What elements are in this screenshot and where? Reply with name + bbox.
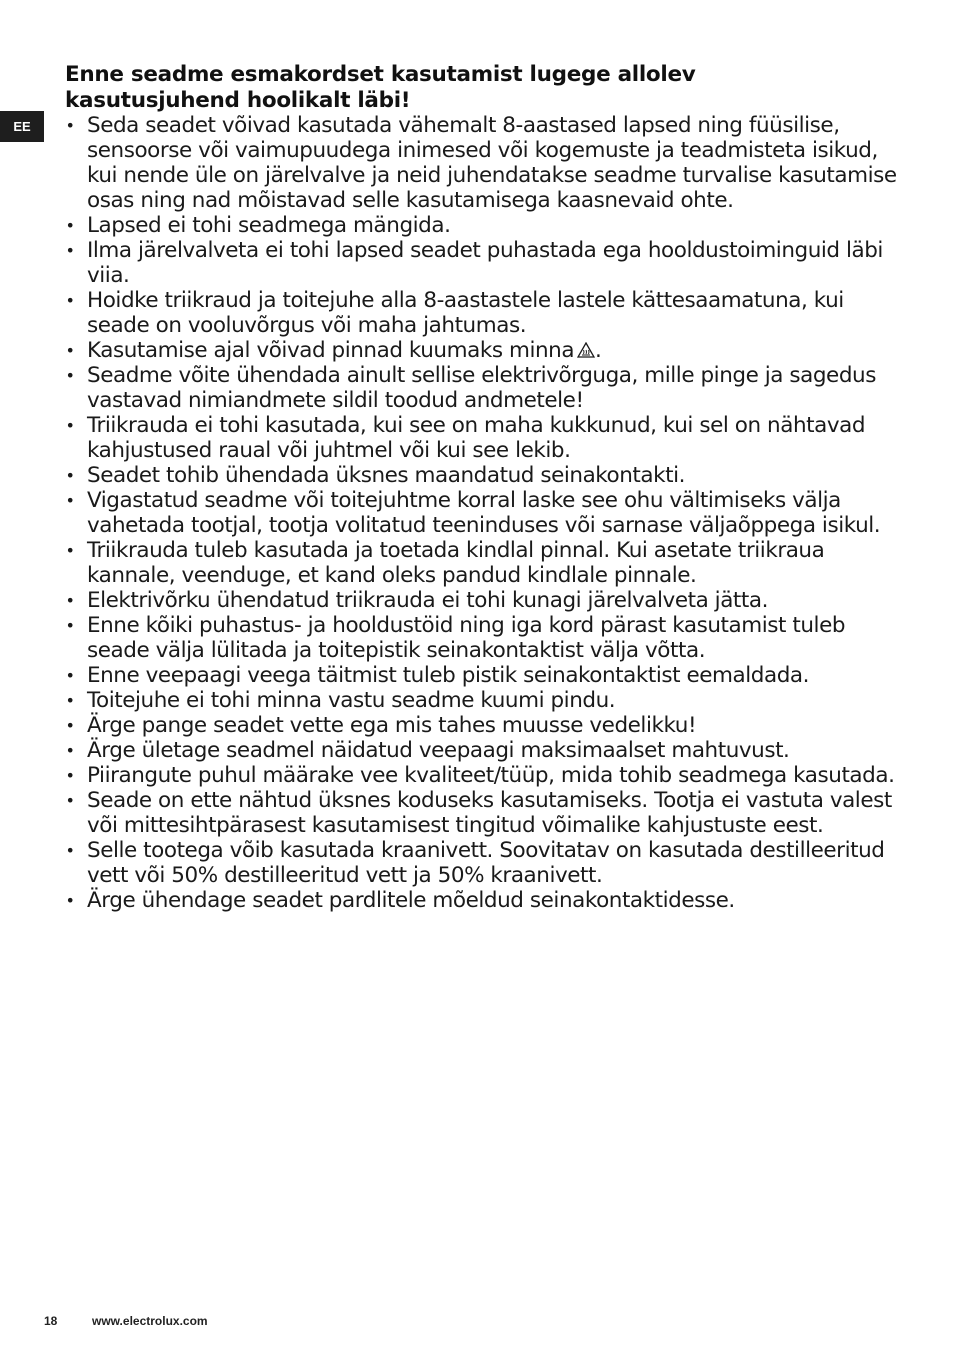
bullet: • — [65, 241, 75, 260]
list-item-text: Triikrauda tuleb kasutada ja toetada kindlal pinnal. Kui asetate triikraua kannale, veenduge, et kand oleks pandud kindlale pinnale. — [87, 538, 825, 588]
list-item-text: Seadet tohib ühendada üksnes maandatud seinakontakti. — [87, 463, 686, 488]
bullet: • — [65, 491, 75, 510]
bullet: • — [65, 591, 75, 610]
list-item-text: Enne kõiki puhastus- ja hooldustöid ning iga kord pärast kasutamist tuleb seade välja lülitada ja toitepistik seinakontaktist välja võtta. — [87, 613, 846, 663]
heading-line-1: Enne seadme esmakordset kasutamist lugege allolev — [65, 62, 696, 87]
list-item-text: Enne veepaagi veega täitmist tuleb pistik seinakontaktist eemaldada. — [87, 663, 810, 688]
list-item — [60, 463, 900, 488]
list-item — [60, 338, 900, 363]
list-item-text: Selle tootega võib kasutada kraanivett. Soovitatav on kasutada destilleeritud vett või 50% destilleeritud vett ja 50% kraanivett. — [87, 838, 885, 888]
bullet: • — [65, 116, 75, 135]
bullet: • — [65, 791, 75, 810]
heading-line-2: kasutusjuhend hoolikalt läbi! — [65, 88, 411, 113]
bullet: • — [65, 616, 75, 635]
list-item — [60, 288, 900, 338]
list-item — [60, 113, 900, 213]
list-item — [60, 838, 900, 888]
list-item — [60, 663, 900, 688]
list-item-text: Seade on ette nähtud üksnes koduseks kasutamiseks. Tootja ei vastuta valest või mittesihtpärasest kasutamisest tingitud võimalike kahjustuste eest. — [87, 788, 892, 838]
page-number: 18 — [44, 1314, 58, 1328]
bullet: • — [65, 666, 75, 685]
bullet: • — [65, 716, 75, 735]
list-item-text: Vigastatud seadme või toitejuhtme korral laske see ohu vältimiseks välja vahetada tootjal, tootja volitatud teeninduses või sarnase väljaõppega isikul. — [87, 488, 881, 538]
list-item — [60, 688, 900, 713]
list-item-text: Piirangute puhul määrake vee kvaliteet/tüüp, mida tohib seadmega kasutada. — [87, 763, 895, 788]
bullet: • — [65, 766, 75, 785]
list-item-text: Hoidke triikraud ja toitejuhe alla 8-aastastele lastele kättesaamatuna, kui seade on vooluvõrgus või maha jahtumas. — [87, 288, 844, 338]
list-item — [60, 788, 900, 838]
bullet: • — [65, 216, 75, 235]
list-item-text: Toitejuhe ei tohi minna vastu seadme kuumi pindu. — [87, 688, 616, 713]
bullet: • — [65, 541, 75, 560]
bullet: • — [65, 691, 75, 710]
list-item — [60, 538, 900, 588]
list-item — [60, 238, 900, 288]
website-link[interactable]: www.electrolux.com — [92, 1314, 208, 1328]
list-item-text: Ärge ühendage seadet pardlitele mõeldud seinakontaktidesse. — [87, 888, 735, 913]
list-item — [60, 738, 900, 763]
bullet: • — [65, 366, 75, 385]
list-item — [60, 588, 900, 613]
safety-instructions-list — [60, 113, 900, 913]
list-item — [60, 213, 900, 238]
list-item-text: Ilma järelvalveta ei tohi lapsed seadet puhastada ega hooldustoiminguid läbi viia. — [87, 238, 883, 288]
bullet: • — [65, 291, 75, 310]
bullet: • — [65, 891, 75, 910]
language-tab: EE — [0, 111, 44, 142]
bullet: • — [65, 841, 75, 860]
list-item — [60, 763, 900, 788]
list-item — [60, 488, 900, 538]
list-item-text: Triikrauda ei tohi kasutada, kui see on maha kukkunud, kui sel on nähtavad kahjustused raual või juhtmel või kui see lekib. — [87, 413, 866, 463]
list-item — [60, 363, 900, 413]
hot-surface-warning-icon — [577, 339, 595, 355]
list-item-text: Seda seadet võivad kasutada vähemalt 8-aastased lapsed ning füüsilise, sensoorse või vaimupuudega inimesed või kogemuste ja teadmisteta isikud, kui nende üle on järelvalve ja neid juhendatakse seadme turvalise kasutamise osas ning nad mõistavad selle kasutamisega kaasnevaid ohte. — [87, 113, 897, 213]
bullet: • — [65, 341, 75, 360]
list-item-text: Elektrivõrku ühendatud triikrauda ei tohi kunagi järelvalveta jätta. — [87, 588, 768, 613]
list-item-text: Ärge ületage seadmel näidatud veepaagi maksimaalset mahtuvust. — [87, 738, 790, 763]
period: . — [595, 338, 602, 363]
bullet: • — [65, 416, 75, 435]
page-heading — [65, 62, 885, 114]
list-item-text: Seadme võite ühendada ainult sellise elektrivõrguga, mille pinge ja sagedus vastavad nimiandmete sildil toodud andmetele! — [87, 363, 876, 413]
bullet: • — [65, 466, 75, 485]
list-item-text: Kasutamise ajal võivad pinnad kuumaks minna — [87, 338, 575, 363]
list-item — [60, 713, 900, 738]
list-item-text: Lapsed ei tohi seadmega mängida. — [87, 213, 451, 238]
list-item-text: Ärge pange seadet vette ega mis tahes muusse vedelikku! — [87, 713, 697, 738]
list-item — [60, 413, 900, 463]
bullet: • — [65, 741, 75, 760]
list-item — [60, 613, 900, 663]
page-footer — [44, 1314, 208, 1328]
list-item — [60, 888, 900, 913]
